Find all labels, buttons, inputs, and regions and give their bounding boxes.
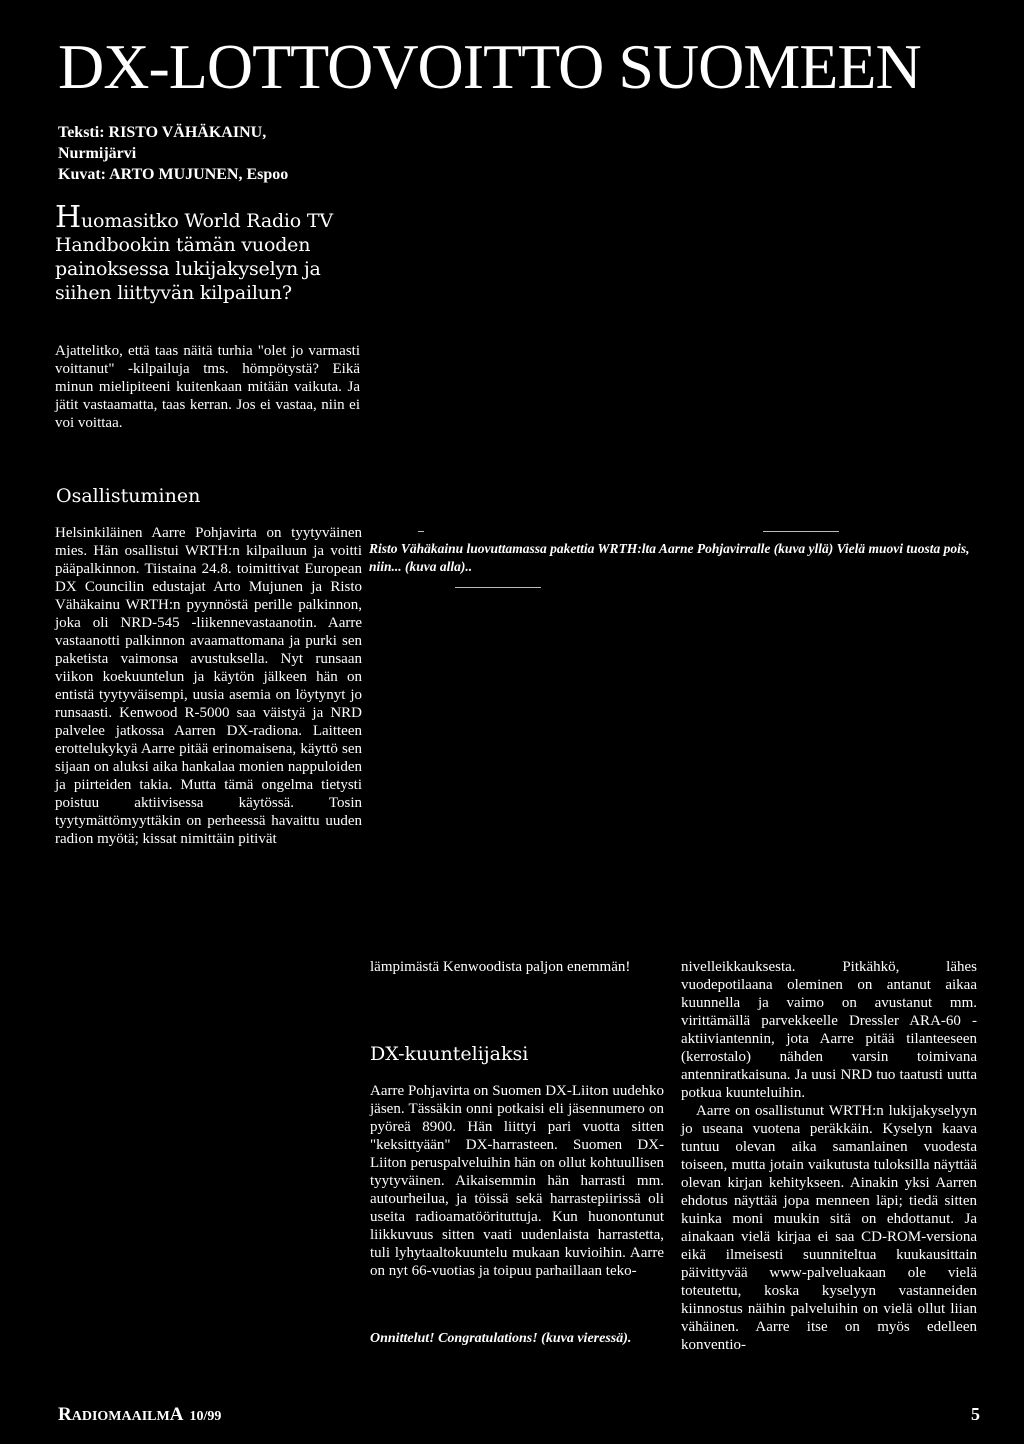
section-heading-osallistuminen: Osallistuminen [56, 485, 201, 507]
article-title: DX-LOTTOVOITTO SUOMEEN [58, 31, 921, 102]
lead-dropcap: H [55, 200, 81, 235]
section-osallistuminen-text: Helsinkiläinen Aarre Pohjavirta on tyytyväinen mies. Hän osallistui WRTH:n kilpailuun ja voitti pääpalkinnon. Tiistaina 24.8. toimittivat European DX Councilin edustajat Arto Mujunen ja Risto Vähäkainu WRTH:n pyynnöstä perille palkinnon, joka oli NRD-545 -liikennevastaanotin. Aarre vastaanotti palkinnon avaamattomana ja purki sen paketista vaimonsa avustuksella. Nyt runsaan viikon koekuuntelun ja käytön jälkeen hän on entistä tyytyväisempi, uusia asemia on löytynyt jo runsaasti. Kenwood R-5000 saa väistyä ja NRD palvelee jatkossa Aarren DX-radiona. Laitteen erottelukykyä Aarre pitää erinomaisena, käyttö sen sijaan on aluksi aika hankalaa monien nappuloiden ja piirteiden takia. Mutta tämä ongelma tietysti poistuu aktiivisessa käytössä. Tosin tyytymättömyyttäkin on perheessä havaittu uuden radion myötä; kissat nimittäin pitivät [55, 525, 362, 847]
magazine-name-final: A [169, 1404, 184, 1425]
issue-number: 10/99 [189, 1409, 222, 1424]
credit-line: Kuvat: ARTO MUJUNEN, Espoo [58, 166, 289, 183]
credit-line: Teksti: RISTO VÄHÄKAINU, [58, 124, 267, 141]
intro-paragraph: Ajattelitko, että taas näitä turhia "olet jo varmasti voittanut" -kilpailuja tms. hömpötystä? Eikä minun mielipiteeni kuitenkaan mitään vaikuta. Ja jätit vastaamatta, taas kerran. Jos ei vastaa, niin ei voi voittaa. [55, 343, 360, 431]
article-credits [58, 122, 378, 185]
lead-text: uomasitko World Radio TV Handbookin tämän vuoden painoksessa lukijakyselyn ja siihen liittyvän kilpailun? [55, 210, 333, 304]
section-dx-kuuntelijaksi-text: Aarre Pohjavirta on Suomen DX-Liiton uudehko jäsen. Tässäkin onni potkaisi eli jäsennumero on pyöreä 8900. Hän liittyi pari vuotta sitten "keksittyään" DX-harrasteen. Suomen DX-Liiton peruspalveluihin hän on ollut kohtuullisen tyytyväinen. Aikaisemmin hän harrasti mm. autourheilua, ja töissä sekä harrastepiirissä oli useita radioamatöörituttuja. Kun huonontunut liikkuvuus sitten vaati uudenlaista harrastetta, tuli lyhytaaltokuuntelu mukaan kuvioihin. Aarre on nyt 66-vuotias ja toipuu parhaillaan teko- [370, 1083, 664, 1279]
third-column-paragraph: nivelleikkauksesta. Pitkähkö, lähes vuodepotilaana oleminen on antanut aikaa kuunnella ja vaimo on avustanut mm. virittämällä parvekkeelle Dressler ARA-60 -aktiiviantennin, jota Aarre pitää tilanteeseen (kerrostalo) nähden varsin toimivana antenniratkaisuna. Ja uusi NRD tuo taatusti uutta potkua kuunteluihin. [681, 959, 977, 1101]
credit-line: Nurmijärvi [58, 145, 137, 162]
section-heading-dx-kuuntelijaksi: DX-kuuntelijaksi [370, 1043, 529, 1065]
divider [763, 531, 839, 532]
column-continuation-text: lämpimästä Kenwoodista paljon enemmän! [370, 959, 631, 975]
photo-caption: Risto Vähäkainu luovuttamassa pakettia WRTH:lta Aarne Pohjavirralle (kuva yllä) Vielä muovi tuosta pois, niin... (kuva alla).. [369, 541, 970, 574]
third-column [681, 958, 977, 1354]
magazine-footer [58, 1404, 221, 1426]
magazine-name: ADIOMAAILM [71, 1409, 170, 1424]
article-lead [55, 200, 355, 305]
congratulations-caption: Onnittelut! Congratulations! (kuva vieressä). [370, 1331, 632, 1346]
page-number: 5 [971, 1404, 980, 1424]
divider [418, 531, 424, 532]
divider [455, 587, 541, 588]
magazine-name-initial: R [58, 1404, 72, 1425]
third-column-paragraph: Aarre on osallistunut WRTH:n lukijakyselyyn jo useana vuotena peräkkäin. Kyselyn kaava tuntuu olevan aika samanlainen vuodesta toiseen, mutta jotain vaikutusta tuloksilla näyttää olevan kirjan kehitykseen. Ainakin yksi Aarren ehdotus näyttää jopa menneen läpi; tiedä sitten kuinka moni muukin sitä on ehdottanut. Ja ainakaan vielä kirjaa ei saa CD-ROM-versiona eikä ilmeisesti suunniteltua kuukausittain päivittyvää www-palveluakaan ole vielä toteutettu, koska kyselyyn vastanneiden kiinnostus näihin palveluihin on vielä ollut liian vähäinen. Aarre itse on myös edelleen konventio- [681, 1103, 977, 1353]
